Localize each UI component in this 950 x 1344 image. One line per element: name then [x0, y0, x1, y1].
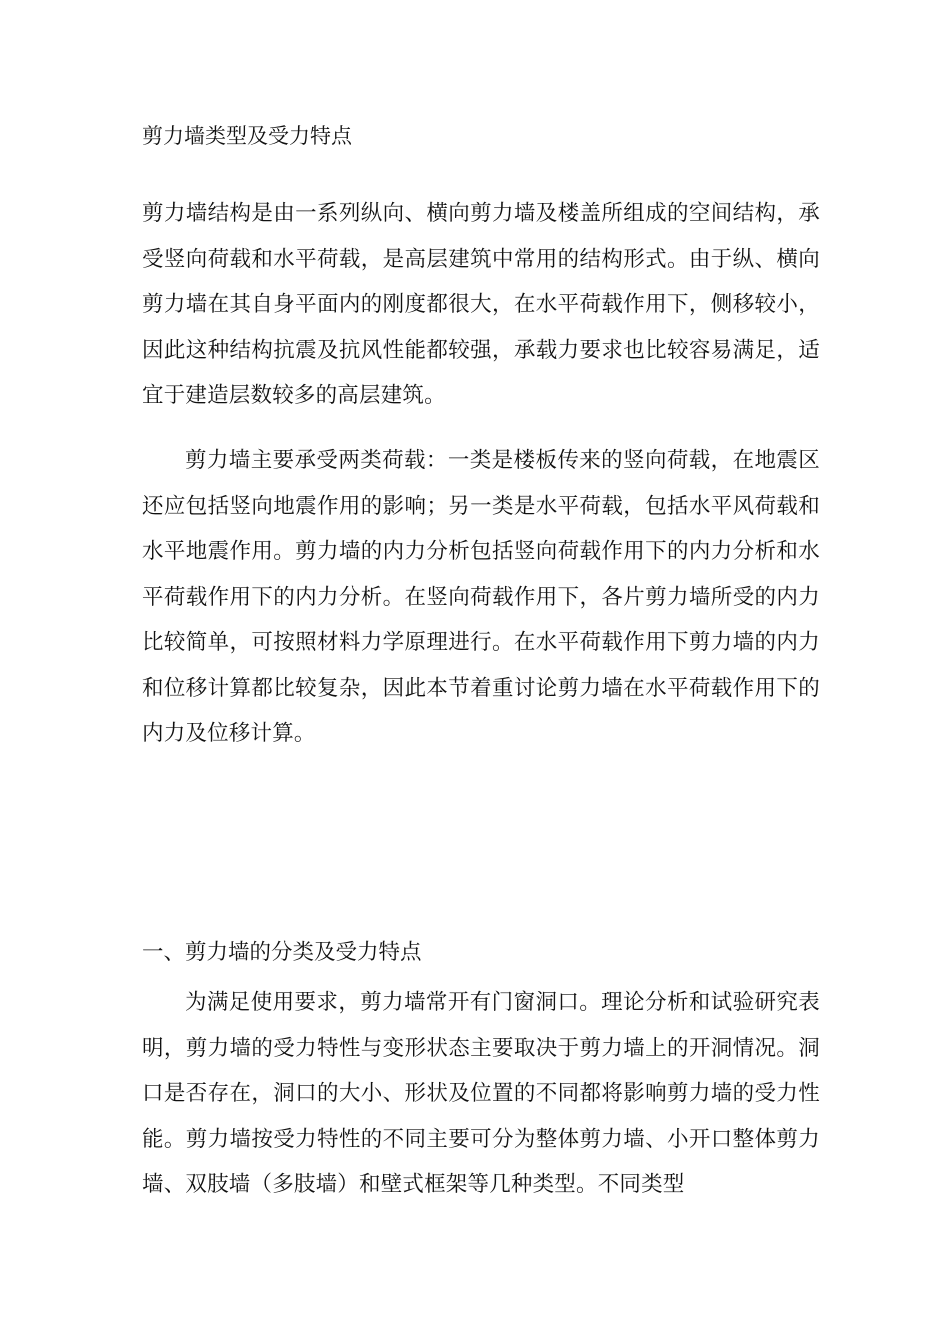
section-heading: 一、剪力墙的分类及受力特点: [142, 940, 422, 965]
paragraph-loads: 剪力墙主要承受两类荷载：一类是楼板传来的竖向荷载，在地震区还应包括竖向地震作用的影响；另一类是水平荷载，包括水平风荷载和水平地震作用。剪力墙的内力分析包括竖向荷载作用下的内力分析和水平荷载作用下的内力分析。在竖向荷载作用下，各片剪力墙所受的内力比较简单，可按照材料力学原理进行。在水平荷载作用下剪力墙的内力和位移计算都比较复杂，因此本节着重讨论剪力墙在水平荷载作用下的内力及位移计算。: [142, 448, 820, 746]
paragraph-intro: 剪力墙结构是由一系列纵向、横向剪力墙及楼盖所组成的空间结构，承受竖向荷载和水平荷载，是高层建筑中常用的结构形式。由于纵、横向剪力墙在其自身平面内的刚度都很大，在水平荷载作用下，侧移较小，因此这种结构抗震及抗风性能都较强，承载力要求也比较容易满足，适宜于建造层数较多的高层建筑。: [142, 201, 820, 408]
document-title: 剪力墙类型及受力特点: [142, 124, 352, 148]
paragraph-classification: 为满足使用要求，剪力墙常开有门窗洞口。理论分析和试验研究表明，剪力墙的受力特性与变形状态主要取决于剪力墙上的开洞情况。洞口是否存在，洞口的大小、形状及位置的不同都将影响剪力墙的受力性能。剪力墙按受力特性的不同主要可分为整体剪力墙、小开口整体剪力墙、双肢墙（多肢墙）和壁式框架等几种类型。不同类型: [142, 990, 820, 1197]
